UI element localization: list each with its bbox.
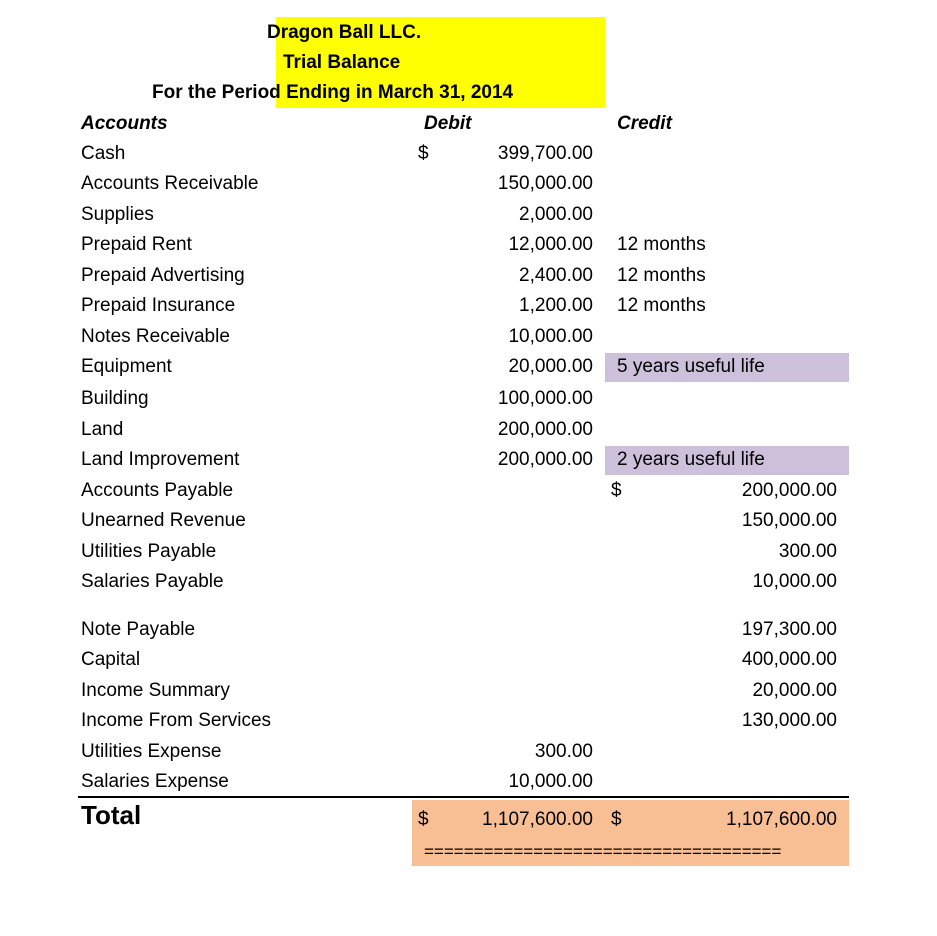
account-name: Cash — [81, 143, 126, 164]
account-name: Income From Services — [81, 710, 272, 731]
accounts-column-header: Accounts — [81, 113, 168, 134]
debit-amount: 20,000.00 — [508, 356, 593, 377]
account-name: Accounts Receivable — [81, 173, 259, 194]
account-name: Equipment — [81, 356, 172, 377]
total-debit-amount: 1,107,600.00 — [482, 809, 593, 830]
debit-amount: 300.00 — [534, 741, 593, 762]
credit-amount: 200,000.00 — [741, 480, 837, 501]
credit-amount: 20,000.00 — [752, 680, 837, 701]
debit-amount: 100,000.00 — [497, 388, 593, 409]
debit-amount: 10,000.00 — [508, 326, 593, 347]
debit-amount: 200,000.00 — [497, 419, 593, 440]
double-underline: ==================================== — [424, 842, 782, 861]
account-name: Utilities Payable — [81, 541, 217, 562]
credit-amount: 130,000.00 — [741, 710, 837, 731]
accounts-payable-credit-currency-symbol: $ — [611, 480, 622, 501]
account-name: Accounts Payable — [81, 480, 234, 501]
debit-amount: 12,000.00 — [508, 234, 593, 255]
credit-amount: 300.00 — [778, 541, 837, 562]
account-name: Prepaid Advertising — [81, 265, 245, 286]
row-note: 12 months — [617, 234, 706, 255]
account-name: Unearned Revenue — [81, 510, 246, 531]
debit-column-header: Debit — [424, 113, 472, 134]
account-name: Building — [81, 388, 149, 409]
debit-amount: 10,000.00 — [508, 771, 593, 792]
total-credit-amount: 1,107,600.00 — [726, 809, 837, 830]
debit-amount: 399,700.00 — [497, 143, 593, 164]
debit-amount: 150,000.00 — [497, 173, 593, 194]
company-name: Dragon Ball LLC. — [267, 22, 422, 43]
account-name: Note Payable — [81, 619, 196, 640]
report-title: Trial Balance — [283, 52, 401, 73]
account-name: Notes Receivable — [81, 326, 230, 347]
account-name: Land — [81, 419, 124, 440]
report-period: For the Period Ending in March 31, 2014 — [152, 82, 514, 103]
account-name: Income Summary — [81, 680, 230, 701]
credit-amount: 400,000.00 — [741, 649, 837, 670]
debit-amount: 2,000.00 — [519, 204, 593, 225]
account-name: Land Improvement — [81, 449, 240, 470]
account-name: Salaries Expense — [81, 771, 229, 792]
account-name: Salaries Payable — [81, 571, 224, 592]
account-name: Utilities Expense — [81, 741, 222, 762]
account-name: Prepaid Rent — [81, 234, 192, 255]
debit-amount: 2,400.00 — [519, 265, 593, 286]
cash-debit-currency-symbol: $ — [418, 143, 429, 164]
total-rule — [78, 796, 849, 798]
credit-amount: 150,000.00 — [741, 510, 837, 531]
debit-amount: 1,200.00 — [519, 295, 593, 316]
row-note: 2 years useful life — [617, 449, 765, 470]
total-debit-currency-symbol: $ — [418, 809, 429, 830]
credit-column-header: Credit — [617, 113, 672, 134]
row-note: 5 years useful life — [617, 356, 765, 377]
account-name: Capital — [81, 649, 141, 670]
row-note: 12 months — [617, 265, 706, 286]
total-label: Total — [81, 800, 142, 830]
account-name: Prepaid Insurance — [81, 295, 236, 316]
account-name: Supplies — [81, 204, 154, 225]
total-credit-currency-symbol: $ — [611, 809, 622, 830]
credit-amount: 197,300.00 — [741, 619, 837, 640]
debit-amount: 200,000.00 — [497, 449, 593, 470]
credit-amount: 10,000.00 — [752, 571, 837, 592]
row-note: 12 months — [617, 295, 706, 316]
